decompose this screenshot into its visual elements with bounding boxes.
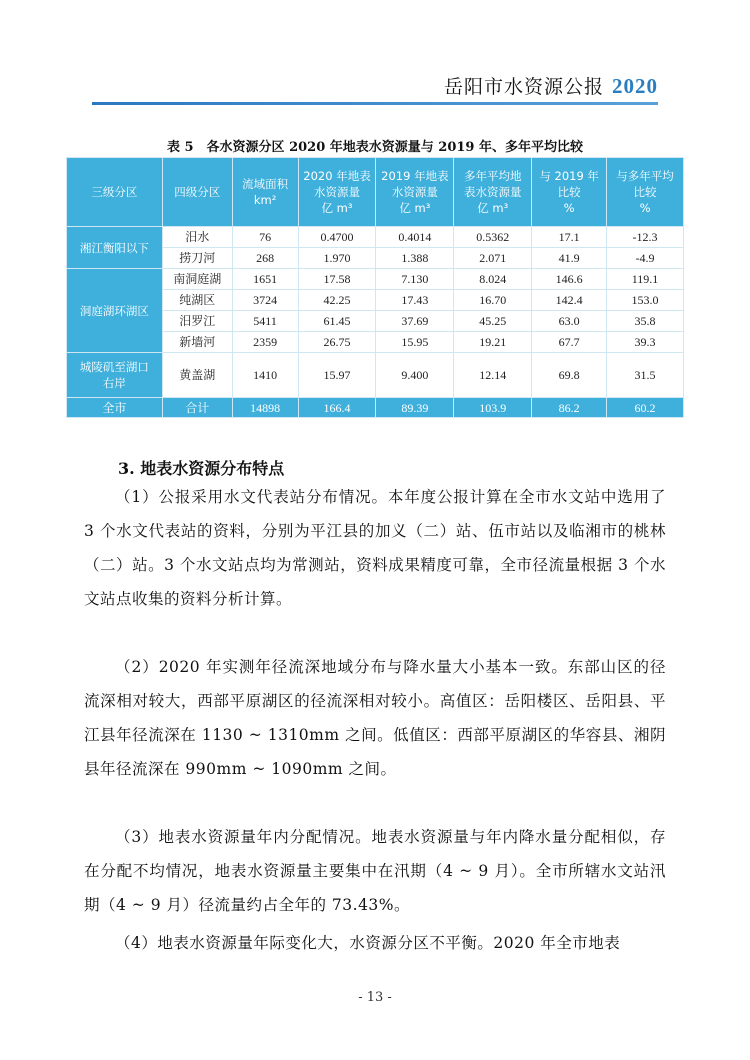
average-cell: 12.14 (454, 353, 532, 398)
table-header-row (67, 158, 684, 227)
area-cell: 5411 (232, 311, 298, 332)
vs-average-cell: 31.5 (607, 353, 684, 398)
vs-2019-cell: 67.7 (532, 332, 607, 353)
value-2020-cell: 15.97 (298, 353, 376, 398)
area-cell: 1410 (232, 353, 298, 398)
sub-region-cell: 南洞庭湖 (162, 269, 232, 290)
vs-average-cell: 153.0 (607, 290, 684, 311)
header-level4: 四级分区 (162, 158, 232, 227)
vs-2019-cell: 41.9 (532, 248, 607, 269)
value-2020-cell: 17.58 (298, 269, 376, 290)
value-2019-cell: 17.43 (376, 290, 454, 311)
paragraph-3: （3）地表水资源量年内分配情况。地表水资源量与年内降水量分配相似，存在分配不均情况，地表水资源量主要集中在汛期（4 ~ 9 月）。全市所辖水文站汛期（4 ~ 9 月）径流量约占全年的 73.43%。 (84, 828, 666, 914)
area-cell: 1651 (232, 269, 298, 290)
average-cell: 45.25 (454, 311, 532, 332)
vs-2019-cell: 17.1 (532, 227, 607, 248)
table-total-row (67, 398, 684, 418)
total-2020-cell: 166.4 (298, 398, 376, 418)
header-2020: 2020 年地表 水资源量 亿 m³ (298, 158, 376, 227)
vs-average-cell: 119.1 (607, 269, 684, 290)
average-cell: 16.70 (454, 290, 532, 311)
report-title (444, 72, 658, 99)
value-2020-cell: 0.4700 (298, 227, 376, 248)
total-vs-average-cell: 60.2 (607, 398, 684, 418)
paragraph-2: （2）2020 年实测年径流深地域分布与降水量大小基本一致。东部山区的径流深相对较大，西部平原湖区的径流深相对较小。高值区：岳阳楼区、岳阳县、平江县年径流深在 1130 ~ 1310mm 之间。低值区：西部平原湖区的华容县、湘阴县年径流深在 990mm ~ 1090mm 之间。 (84, 658, 666, 778)
value-2019-cell: 15.95 (376, 332, 454, 353)
vs-2019-cell: 63.0 (532, 311, 607, 332)
value-2019-cell: 9.400 (376, 353, 454, 398)
average-cell: 2.071 (454, 248, 532, 269)
value-2020-cell: 26.75 (298, 332, 376, 353)
table-caption: 表 5 各水资源分区 2020 年地表水资源量与 2019 年、多年平均比较 (166, 140, 584, 155)
average-cell: 0.5362 (454, 227, 532, 248)
vs-average-cell: 35.8 (607, 311, 684, 332)
sub-region-cell: 汨罗江 (162, 311, 232, 332)
value-2019-cell: 1.388 (376, 248, 454, 269)
vs-2019-cell: 142.4 (532, 290, 607, 311)
paragraph-1: （1）公报采用水文代表站分布情况。本年度公报计算在全市水文站中选用了 3 个水文代表站的资料，分别为平江县的加义（二）站、伍市站以及临湘市的桃林（二）站。3 个水文站点均为常测站，资料成果精度可靠，全市径流量根据 3 个水文站点收集的资料分析计算。 (84, 488, 666, 608)
report-year: 2020 (612, 74, 658, 98)
table-row (67, 227, 684, 248)
vs-2019-cell: 69.8 (532, 353, 607, 398)
header-area: 流域面积 km² (232, 158, 298, 227)
group-cell: 城陵矶至湖口 右岸 (67, 353, 163, 398)
header-level3: 三级分区 (67, 158, 163, 227)
area-cell: 2359 (232, 332, 298, 353)
total-average-cell: 103.9 (454, 398, 532, 418)
header-divider (92, 102, 658, 105)
value-2020-cell: 1.970 (298, 248, 376, 269)
total-label-cell: 合计 (162, 398, 232, 418)
table-row (67, 353, 684, 398)
area-cell: 76 (232, 227, 298, 248)
table-row (67, 269, 684, 290)
total-vs-2019-cell: 86.2 (532, 398, 607, 418)
area-cell: 268 (232, 248, 298, 269)
vs-average-cell: 39.3 (607, 332, 684, 353)
value-2019-cell: 37.69 (376, 311, 454, 332)
average-cell: 8.024 (454, 269, 532, 290)
sub-region-cell: 新墙河 (162, 332, 232, 353)
header-vs-2019: 与 2019 年 比较 % (532, 158, 607, 227)
average-cell: 19.21 (454, 332, 532, 353)
group-cell: 湘江衡阳以下 (67, 227, 163, 269)
report-title-text: 岳阳市水资源公报 (443, 76, 604, 98)
vs-2019-cell: 146.6 (532, 269, 607, 290)
section-heading: 3. 地表水资源分布特点 (118, 459, 285, 478)
sub-region-cell: 纯湖区 (162, 290, 232, 311)
header-2019: 2019 年地表 水资源量 亿 m³ (376, 158, 454, 227)
header-average: 多年平均地 表水资源量 亿 m³ (454, 158, 532, 227)
value-2020-cell: 42.25 (298, 290, 376, 311)
water-resources-table (66, 157, 684, 418)
value-2019-cell: 0.4014 (376, 227, 454, 248)
sub-region-cell: 捞刀河 (162, 248, 232, 269)
total-area-cell: 14898 (232, 398, 298, 418)
header-vs-average: 与多年平均 比较 % (607, 158, 684, 227)
page-number: - 13 - (358, 990, 392, 1005)
value-2020-cell: 61.45 (298, 311, 376, 332)
value-2019-cell: 7.130 (376, 269, 454, 290)
vs-average-cell: -12.3 (607, 227, 684, 248)
total-group-cell: 全市 (67, 398, 163, 418)
sub-region-cell: 黄盖湖 (162, 353, 232, 398)
area-cell: 3724 (232, 290, 298, 311)
sub-region-cell: 汨水 (162, 227, 232, 248)
total-2019-cell: 89.39 (376, 398, 454, 418)
paragraph-4: （4）地表水资源量年际变化大，水资源分区不平衡。2020 年全市地表 (115, 934, 621, 952)
vs-average-cell: -4.9 (607, 248, 684, 269)
group-cell: 洞庭湖环湖区 (67, 269, 163, 353)
